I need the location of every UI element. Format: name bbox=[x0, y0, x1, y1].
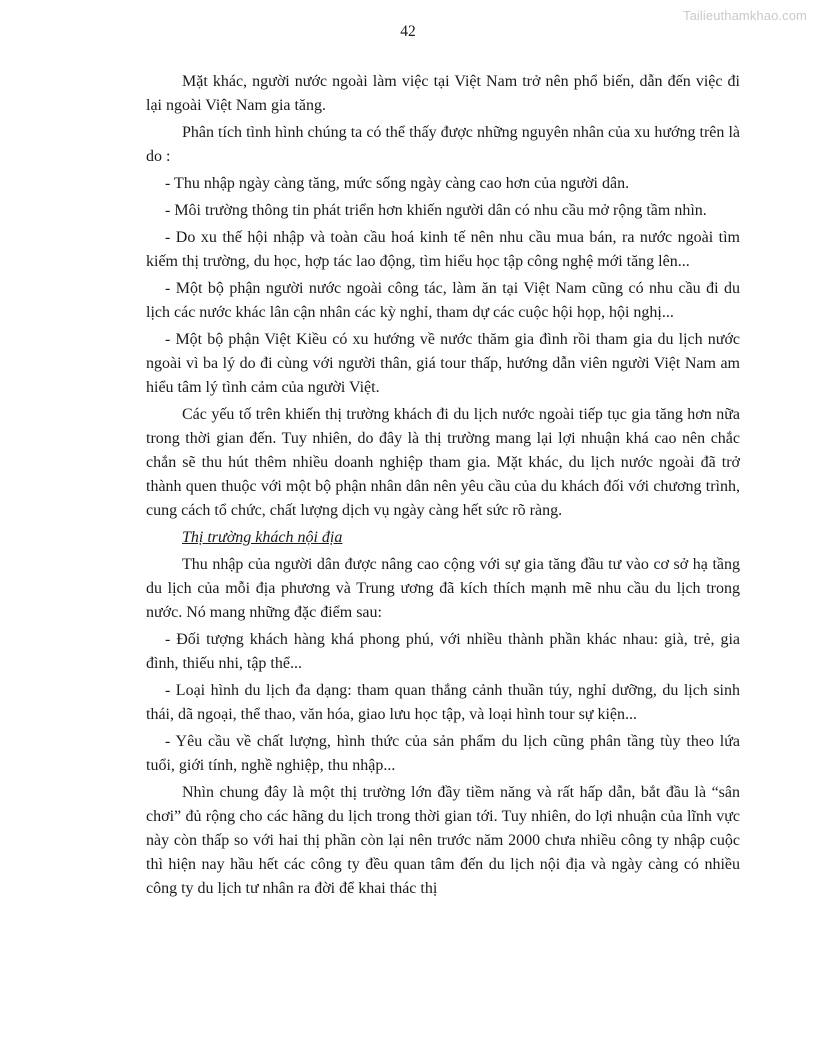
bullet-item: - Một bộ phận Việt Kiều có xu hướng về nước thăm gia đình rồi tham gia du lịch nước ngoài vì ba lý do đi cùng với người thân, giá tour thấp, hướng dẫn viên người Việt Nam am hiểu tâm lý tình cảm của người Việt. bbox=[146, 331, 740, 396]
paragraph: Thu nhập của người dân được nâng cao cộng với sự gia tăng đầu tư vào cơ sở hạ tầng du lịch của mỗi địa phương và Trung ương đã kích thích mạnh mẽ nhu cầu du lịch trong nước. Nó mang những đặc điểm sau: bbox=[146, 556, 740, 621]
section-heading: Thị trường khách nội địa bbox=[182, 529, 343, 546]
page-number: 42 bbox=[400, 23, 416, 40]
paragraph: Mặt khác, người nước ngoài làm việc tại Việt Nam trở nên phổ biến, dẫn đến việc đi lại ngoài Việt Nam gia tăng. bbox=[146, 73, 740, 114]
bullet-item: - Loại hình du lịch đa dạng: tham quan thắng cảnh thuần túy, nghỉ dưỡng, du lịch sinh thái, dã ngoại, thể thao, văn hóa, giao lưu học tập, và loại hình tour sự kiện... bbox=[146, 682, 740, 723]
paragraph: Phân tích tình hình chúng ta có thể thấy được những nguyên nhân của xu hướng trên là do : bbox=[146, 124, 740, 165]
bullet-item: - Một bộ phận người nước ngoài công tác, làm ăn tại Việt Nam cũng có nhu cầu đi du lịch các nước khác lân cận nhân các kỳ nghỉ, tham dự các cuộc hội họp, hội nghị... bbox=[146, 280, 740, 321]
bullet-item: - Thu nhập ngày càng tăng, mức sống ngày càng cao hơn của người dân. bbox=[165, 175, 630, 192]
watermark: Tailieuthamkhao.com bbox=[682, 8, 807, 23]
bullet-item: - Yêu cầu về chất lượng, hình thức của sản phẩm du lịch cũng phân tầng tùy theo lứa tuổi, giới tính, nghề nghiệp, thu nhập... bbox=[146, 733, 740, 774]
bullet-item: - Do xu thế hội nhập và toàn cầu hoá kinh tế nên nhu cầu mua bán, ra nước ngoài tìm kiếm thị trường, du học, hợp tác lao động, tìm hiểu học tập công nghệ mới tăng lên... bbox=[146, 229, 740, 270]
bullet-item: - Môi trường thông tin phát triển hơn khiến người dân có nhu cầu mở rộng tầm nhìn. bbox=[165, 202, 707, 219]
paragraph: Nhìn chung đây là một thị trường lớn đầy tiềm năng và rất hấp dẫn, bắt đầu là “sân chơi” đủ rộng cho các hãng du lịch trong thời gian tới. Tuy nhiên, do lợi nhuận của lĩnh vực này còn thấp so với hai thị phần còn lại nên trước năm 2000 chưa nhiều công ty nhập cuộc thì hiện nay hầu hết các công ty đều quan tâm đến du lịch nội địa và ngày càng có nhiều công ty du lịch tư nhân ra đời để khai thác thị bbox=[146, 784, 740, 897]
bullet-item: - Đối tượng khách hàng khá phong phú, với nhiều thành phần khác nhau: già, trẻ, gia đình, thiếu nhi, tập thể... bbox=[146, 631, 740, 672]
document-body bbox=[146, 70, 740, 904]
paragraph: Các yếu tố trên khiến thị trường khách đi du lịch nước ngoài tiếp tục gia tăng hơn nữa trong thời gian đến. Tuy nhiên, do đây là thị trường mang lại lợi nhuận khá cao nên chắc chắn sẽ thu hút thêm nhiều doanh nghiệp tham gia. Mặt khác, du lịch nước ngoài đã trở thành quen thuộc với một bộ phận nhân dân nên yêu cầu của du khách đối với chương trình, cung cách tổ chức, chất lượng dịch vụ ngày càng hết sức rõ ràng. bbox=[146, 406, 740, 519]
